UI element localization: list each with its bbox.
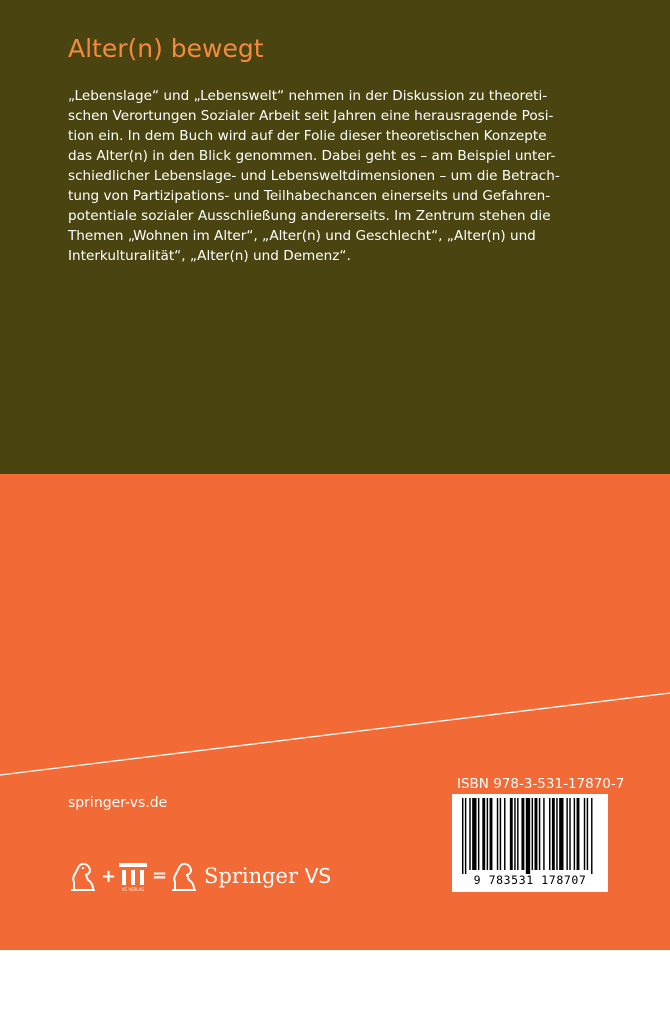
springer-horse-icon: [169, 860, 199, 894]
barcode-bar: [497, 798, 498, 870]
barcode-bar: [543, 798, 544, 870]
barcode-bar: [504, 798, 505, 870]
barcode-bar: [566, 798, 567, 870]
barcode-digits: 9 783531 178707: [473, 873, 587, 887]
barcode-bar: [587, 798, 588, 870]
barcode-bar: [591, 798, 592, 874]
description-line: das Alter(n) in den Blick genommen. Dabei geht es – am Beispiel unter-: [68, 148, 556, 164]
springer-wordmark: Springer: [204, 864, 299, 888]
top-panel: [0, 0, 670, 474]
isbn-label: ISBN 978-3-531-17870-7: [457, 776, 625, 792]
vs-wordmark: VS: [304, 864, 332, 888]
barcode-bar: [526, 798, 530, 874]
bio-line: [68, 973, 604, 993]
barcode-bar: [482, 798, 485, 870]
publisher-logos: [68, 858, 368, 898]
barcode-bar: [510, 798, 513, 870]
vs-verlag-small-text: VS VERLAG: [121, 887, 145, 892]
barcode-bar: [517, 798, 518, 870]
description-line: tung von Partizipations- und Teilhabechancen einerseits und Gefahren-: [68, 188, 551, 204]
bio-line: schule Darmstadt, University of Applied Sciences inne.: [68, 1015, 441, 1031]
barcode-bar: [521, 798, 524, 870]
book-description: [68, 86, 604, 266]
cover-title: Alter(n) bewegt: [68, 34, 264, 63]
vs-verlag-logo-icon: [118, 862, 148, 892]
description-line: schen Verortungen Sozialer Arbeit seit Jahren eine herausragende Posi-: [68, 108, 554, 124]
barcode-bar: [490, 798, 493, 870]
barcode-bar: [532, 798, 533, 870]
barcode-bar: [514, 798, 515, 870]
barcode-bar: [556, 798, 557, 870]
author-name: Dr. Gabriele Kleiner: [68, 975, 218, 991]
barcode-bar: [469, 798, 470, 870]
barcode-bar: [577, 798, 580, 870]
barcode-bar: [535, 798, 538, 870]
publisher-website[interactable]: springer-vs.de: [68, 795, 168, 811]
springer-vs-wordmark: [204, 864, 331, 888]
barcode-bar: [472, 798, 476, 870]
barcode-bar: [584, 798, 585, 870]
barcode-bar: [539, 798, 540, 870]
description-line: tion ein. In dem Buch wird auf der Folie dieser theoretischen Konzepte: [68, 128, 547, 144]
barcode-bar: [574, 798, 575, 870]
barcode-bar: [569, 798, 570, 870]
barcode-bar: [462, 798, 463, 874]
bio-line: mit dem Schwerpunkt Gemeinwesenarbeit an der Evangelischen Hoch-: [68, 995, 554, 1011]
description-line: schiedlicher Lebenslage- und Lebensweltdimensionen – um die Betrach-: [68, 168, 560, 184]
barcode-bar: [559, 798, 563, 870]
equals-sign: =: [152, 865, 168, 886]
plus-sign: +: [101, 866, 117, 887]
bio-line-rest: hat eine Professur für Sozialarbeit/Sozialpädagogik: [217, 975, 569, 991]
barcode-bar: [549, 798, 550, 870]
barcode: [452, 794, 608, 892]
barcode-bar: [552, 798, 555, 870]
barcode-bar: [487, 798, 488, 870]
barcode-bar: [500, 798, 501, 870]
description-line: „Lebenslage“ und „Lebenswelt“ nehmen in der Diskussion zu theoreti-: [68, 88, 548, 104]
springer-horse-icon: [68, 860, 98, 894]
description-line: potentiale sozialer Ausschließung andererseits. Im Zentrum stehen die: [68, 208, 551, 224]
description-line: Themen „Wohnen im Alter“, „Alter(n) und Geschlecht“, „Alter(n) und: [68, 228, 536, 244]
author-bio: [68, 973, 604, 1033]
barcode-bar: [465, 798, 466, 874]
barcode-bars: [452, 794, 608, 874]
barcode-bar: [478, 798, 479, 870]
description-line: Interkulturalität“, „Alter(n) und Demenz“.: [68, 248, 351, 264]
